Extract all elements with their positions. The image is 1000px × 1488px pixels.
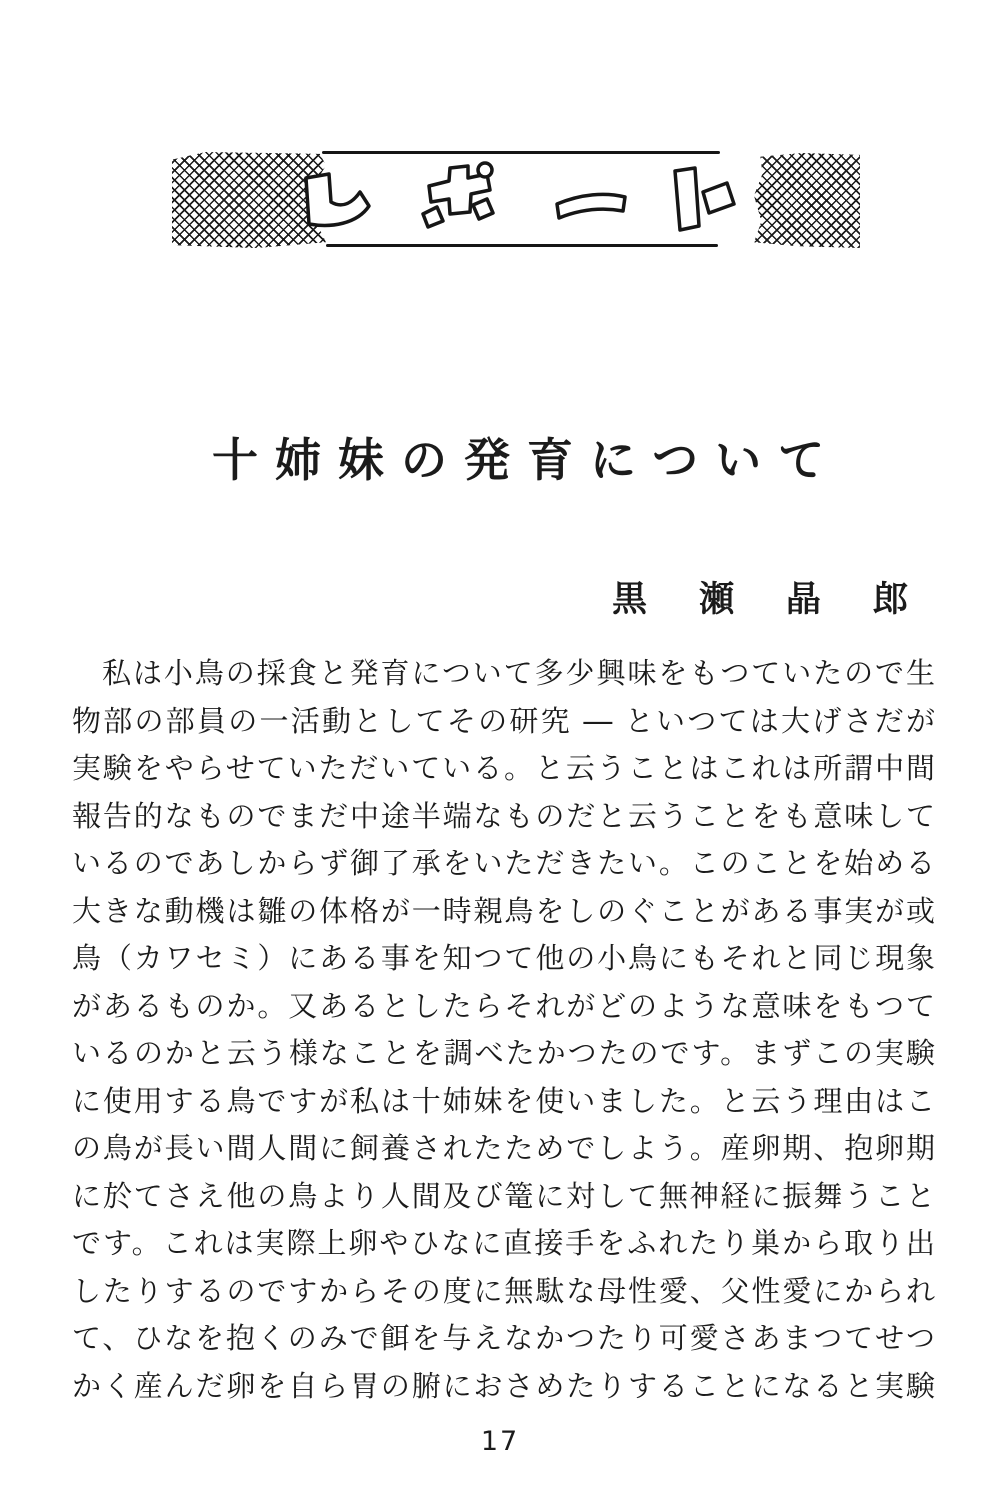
body-line: に使用する鳥ですが私は十姉妹を使いました。と云う理由はこ	[72, 1083, 936, 1118]
banner-letter-to	[675, 168, 734, 230]
author-name: 黒瀬晶郎	[612, 580, 961, 620]
body-line: かく産んだ卵を自ら胃の腑におさめたりすることになると実験	[72, 1368, 936, 1403]
body-line: 私は小鳥の採食と発育について多少興味をもつていたので生	[102, 656, 936, 690]
banner-bottom-rule	[326, 244, 718, 247]
banner-letter-re	[306, 174, 369, 225]
report-banner	[170, 140, 862, 258]
body-line: 鳥（カワセミ）にある事を知つて他の小鳥にもそれと同じ現象	[72, 941, 936, 975]
banner-letter-dash	[557, 194, 625, 218]
banner-letter-po	[423, 163, 493, 227]
body-line: 実験をやらせていただいている。と云うことはこれは所謂中間	[72, 751, 936, 785]
body-line: 報告的なものでまだ中途半端なものだと云うことをも意味して	[72, 798, 936, 833]
crosshatch-right-block	[754, 153, 860, 248]
body-line: いるのであしからず御了承をいただきたい。このことを始める	[72, 846, 936, 880]
body-line: です。これは実際上卵やひなに直接手をふれたり巣から取り出	[72, 1226, 936, 1260]
body-text	[72, 650, 936, 1410]
body-line: 物部の部員の一活動としてその研究 ― といつては大げさだが	[72, 703, 936, 738]
body-line: 大きな動機は雛の体格が一時親鳥をしのぐことがある事実が或	[72, 893, 936, 928]
banner-lettering-report-icon	[290, 160, 750, 240]
body-line: て、ひなを抱くのみで餌を与えなかつたり可愛さあまつてせつ	[72, 1321, 936, 1355]
body-line: の鳥が長い間人間に飼養されたためでしよう。産卵期、抱卵期	[72, 1131, 936, 1165]
body-line: があるものか。又あるとしたらそれがどのような意味をもつて	[72, 988, 936, 1023]
body-line: に於てさえ他の鳥より人間及び篭に対して無神経に振舞うこと	[72, 1178, 936, 1213]
article-title: 十姉妹の発育について	[212, 433, 842, 487]
body-line: いるのかと云う様なことを調べたかつたのです。まずこの実験	[72, 1036, 936, 1070]
banner-top-rule	[322, 151, 720, 154]
page-number: 17	[480, 1426, 520, 1457]
body-line: したりするのですからその度に無駄な母性愛、父性愛にかられ	[72, 1273, 936, 1308]
